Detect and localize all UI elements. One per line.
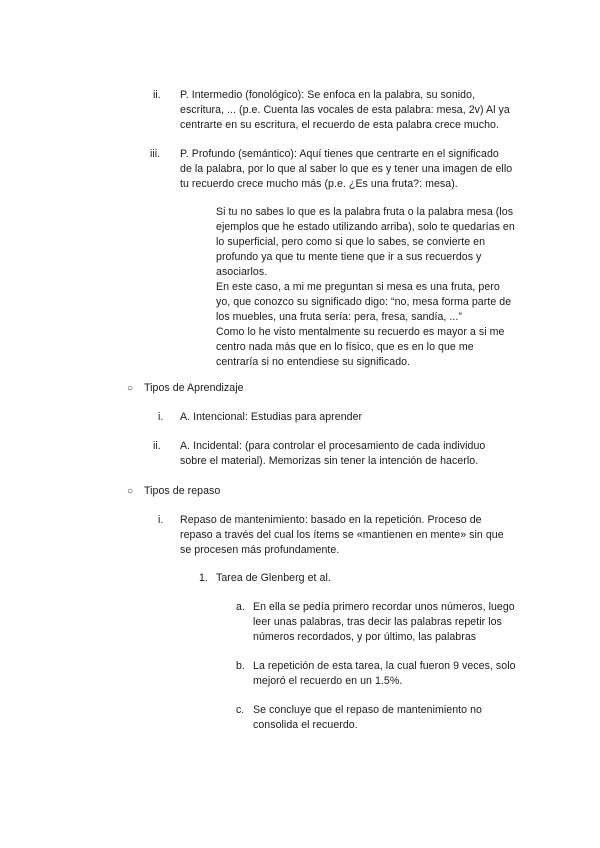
text-line: centrarte en su escritura, el recuerdo de esta palabra crece mucho.: [180, 119, 499, 131]
text-line: En este caso, a mi me preguntan si mesa es una fruta, pero: [216, 281, 500, 293]
text-line: consolida el recuerdo.: [253, 719, 358, 731]
text-line: A. Intencional: Estudias para aprender: [180, 411, 363, 423]
text-line: En ella se pedía primero recordar unos números, luego: [253, 601, 515, 613]
list-marker: 1.: [199, 572, 208, 584]
list-marker: ii.: [153, 440, 161, 452]
list-marker: i.: [158, 514, 164, 526]
circle-bullet-icon: ○: [127, 383, 134, 394]
text-line: centraría si no entendiese su significado.: [216, 356, 411, 368]
text-line: lo superficial, pero como si que lo sabes, se convierte en: [216, 236, 486, 248]
list-marker: a.: [236, 601, 245, 613]
section-title: Tipos de Aprendizaje: [144, 382, 244, 394]
text-line: profundo ya que tu mente tiene que ir a sus recuerdos y: [216, 251, 482, 263]
text-line: Como lo he visto mentalmente su recuerdo es mayor a si me: [216, 326, 505, 338]
text-line: Si tu no sabes lo que es la palabra fruta o la palabra mesa (los: [216, 206, 514, 218]
list-marker: c.: [236, 704, 245, 716]
circle-bullet-icon: ○: [127, 486, 134, 497]
text-line: mejoró el recuerdo en un 1.5%.: [253, 675, 403, 687]
list-marker: b.: [236, 660, 245, 672]
text-line: ejemplos que he estado utilizando arriba), solo te quedarías en: [216, 221, 515, 233]
text-line: P. Intermedio (fonológico): Se enfoca en la palabra, su sonido,: [180, 89, 476, 101]
text-line: asociarlos.: [216, 266, 268, 278]
text-line: centro nada más que en lo físico, que es en lo que me: [216, 341, 474, 353]
text-line: P. Profundo (semántico): Aquí tienes que centrarte en el significado: [180, 148, 499, 160]
section-title: Tipos de repaso: [144, 485, 221, 497]
text-line: números recordados, y por último, las palabras: [253, 631, 477, 643]
text-line: de la palabra, por lo que al saber lo que es y tener una imagen de ello: [180, 163, 513, 175]
text-line: La repetición de esta tarea, la cual fueron 9 veces, solo: [253, 660, 516, 672]
list-marker: ii.: [153, 89, 161, 101]
text-line: sobre el material). Memorizas sin tener la intención de hacerlo.: [180, 455, 479, 467]
text-line: escritura, ... (p.e. Cuenta las vocales de esta palabra: mesa, 2v) Al ya: [180, 104, 510, 116]
list-marker: i.: [158, 411, 164, 423]
text-line: Tarea de Glenberg et al.: [216, 572, 331, 584]
text-line: tu recuerdo crece mucho más (p.e. ¿Es una fruta?: mesa).: [180, 178, 458, 190]
text-line: se procesen más profundamente.: [180, 544, 340, 556]
text-line: yo, que conozco su significado digo: “no, mesa forma parte de: [216, 296, 512, 308]
text-line: repaso a través del cual los ítems se «mantienen en mente» sin que: [180, 529, 504, 541]
text-line: leer unas palabras, tras decir las palabras repetir los: [253, 616, 502, 628]
text-line: Se concluye que el repaso de mantenimiento no: [253, 704, 482, 716]
text-line: A. Incidental: (para controlar el procesamiento de cada individuo: [180, 440, 486, 452]
text-line: Repaso de mantenimiento: basado en la repetición. Proceso de: [180, 514, 482, 526]
list-marker: iii.: [150, 148, 161, 160]
text-line: los muebles, una fruta sería: pera, fresa, sandía, ...”: [216, 311, 462, 323]
